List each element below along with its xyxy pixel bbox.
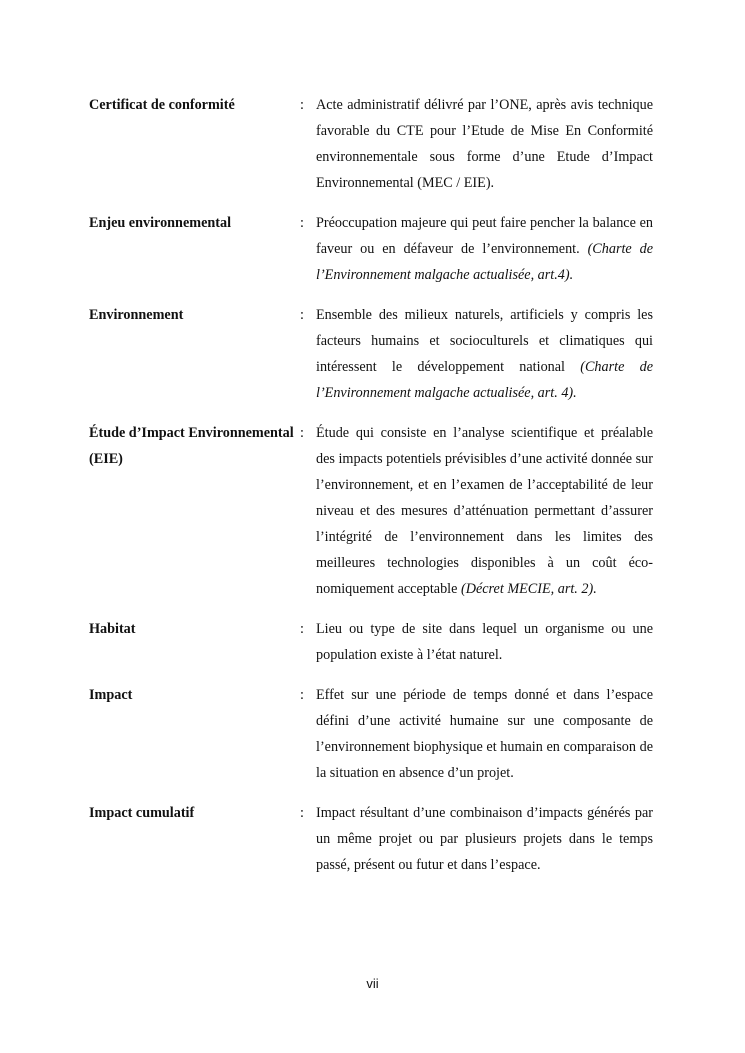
glossary-entry (89, 302, 653, 406)
definition-reference: (Décret MECIE, art. 2). (460, 581, 597, 597)
glossary-term: Certificat de conformité (89, 97, 235, 113)
glossary-definition (316, 302, 653, 406)
glossary-definition (316, 92, 653, 196)
glossary-definition (316, 616, 653, 668)
definition-text: Ensemble des milieux naturels, artificiels y compris les facteurs humains et socioculturels et climatiques qui intéressent le développement national (316, 307, 653, 375)
glossary-definition (316, 800, 653, 878)
term-separator: : (300, 687, 304, 703)
glossary-term: Impact cumulatif (89, 805, 195, 821)
definition-text: Acte administratif délivré par l’ONE, après avis technique favorable du CTE pour l’Etude de Mise En Conformité environnementale sous forme d’une Etude d’Impact Environnemental (MEC / EIE). (316, 97, 653, 191)
definition-reference: (Charte de l’Environnement malgache actualisée, art.4). (316, 241, 653, 283)
term-separator: : (300, 805, 304, 821)
glossary-list (89, 92, 653, 892)
definition-text: Effet sur une période de temps donné et dans l’espace défini d’une activité humaine sur une composante de l’environnement biophysique et humain en comparaison de la situation en absence d’un projet. (316, 687, 653, 781)
term-separator: : (300, 425, 304, 441)
definition-text: Étude qui consiste en l’analyse scientifique et préalable des impacts potentiels prévisibles d’une activité donnée sur l’environnement, et en l’examen de l’acceptabilité de leur niveau et des mesures d’atténuation permettant d’assurer l’intégrité de l’environnement dans les limites des meilleures technologies disponibles à un coût économiquement acceptable (316, 425, 653, 597)
glossary-term: Habitat (89, 621, 136, 637)
glossary-entry (89, 800, 653, 878)
definition-text: Impact résultant d’une combinaison d’impacts générés par un même projet ou par plusieurs projets dans le temps passé, présent ou futur et dans l’espace. (316, 805, 653, 873)
glossary-entry (89, 92, 653, 196)
glossary-term: Environnement (89, 307, 184, 323)
glossary-definition (316, 210, 653, 288)
glossary-definition (316, 420, 653, 602)
glossary-entry (89, 210, 653, 288)
term-separator: : (300, 215, 304, 231)
term-separator: : (300, 621, 304, 637)
glossary-definition (316, 682, 653, 786)
glossary-term: Étude d’Impact Environnemental (EIE) (89, 425, 294, 467)
page-number: vii (366, 976, 379, 991)
glossary-entry (89, 420, 653, 602)
glossary-entry (89, 616, 653, 668)
glossary-entry (89, 682, 653, 786)
definition-text: Préoccupation majeure qui peut faire pencher la balance en faveur ou en défaveur de l’environnement. (316, 215, 653, 257)
term-separator: : (300, 97, 304, 113)
glossary-term: Impact (89, 687, 133, 703)
definition-text: Lieu ou type de site dans lequel un organisme ou une population existe à l’état naturel. (316, 621, 653, 663)
definition-reference: (Charte de l’Environnement malgache actualisée, art. 4). (316, 359, 653, 401)
term-separator: : (300, 307, 304, 323)
glossary-term: Enjeu environnemental (89, 215, 232, 231)
